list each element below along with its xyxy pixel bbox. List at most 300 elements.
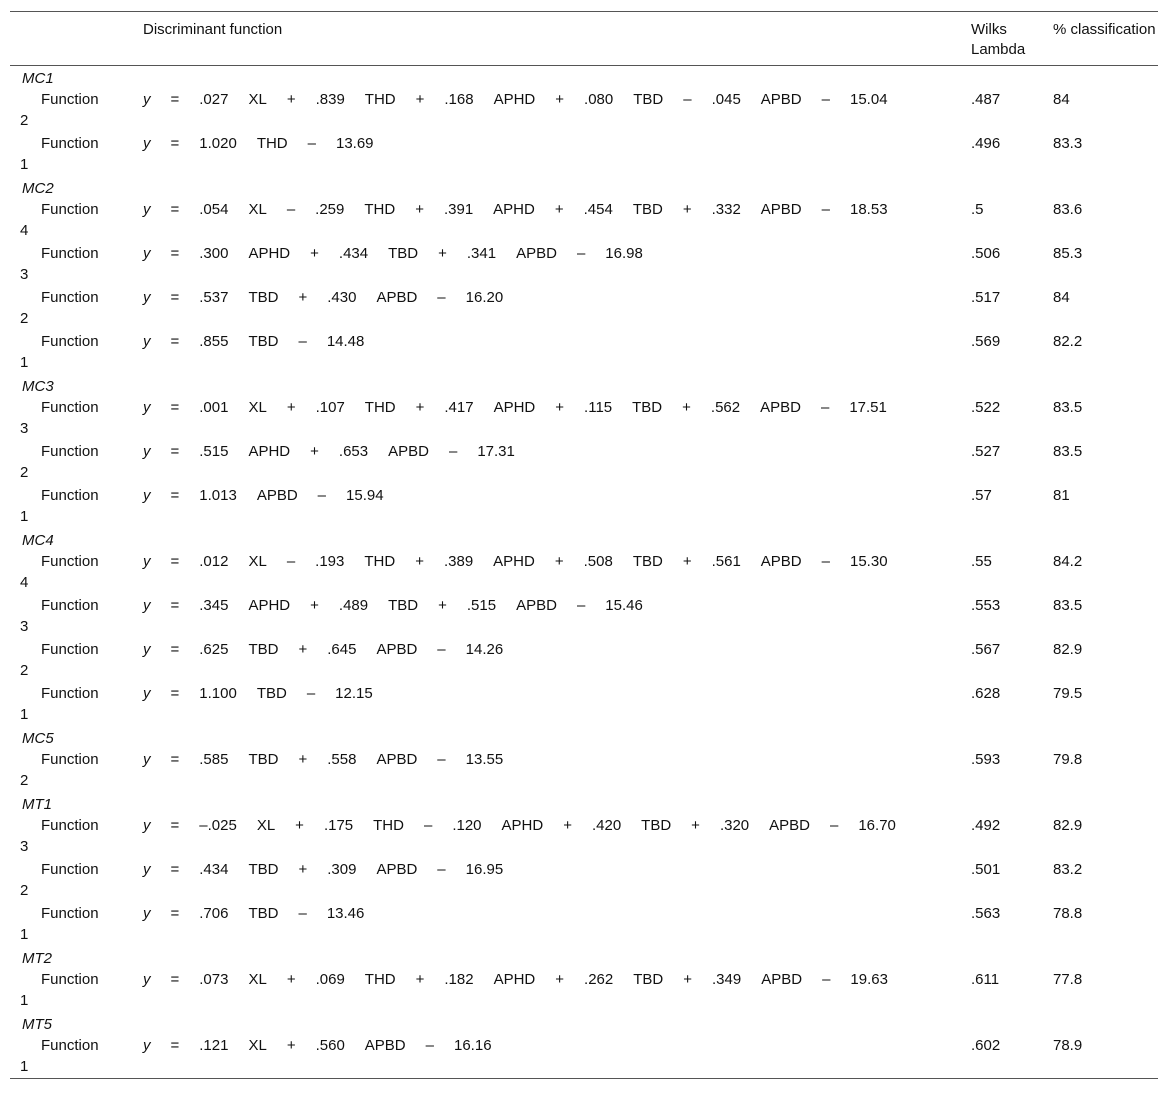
equation-token: + <box>682 201 692 218</box>
equation-token: = <box>170 135 180 152</box>
function-number: 1 <box>20 508 29 525</box>
equation-token: APHD <box>493 399 536 416</box>
equation-token: APBD <box>760 553 802 570</box>
classification-value: 83.5 <box>1053 443 1083 460</box>
equation-token: .537 <box>199 289 229 306</box>
equation-token: y <box>143 817 151 834</box>
equation-token: XL <box>248 201 267 218</box>
group-name: MT5 <box>22 1016 52 1033</box>
equation-token: 16.16 <box>454 1037 492 1054</box>
equation-token: – <box>298 905 307 922</box>
equation-token: + <box>310 597 319 614</box>
equation-token: XL <box>248 553 267 570</box>
classification-value: 78.8 <box>1053 905 1083 922</box>
group-name: MC3 <box>22 378 54 395</box>
equation-token: – <box>317 487 327 504</box>
table-row <box>10 748 1158 792</box>
group-label <box>10 528 1158 550</box>
classification-value: 82.2 <box>1053 333 1083 350</box>
table-header <box>10 12 1158 66</box>
equation-token: + <box>682 553 692 570</box>
equation-token: XL <box>248 1037 267 1054</box>
equation-token: y <box>143 135 151 152</box>
equation-token: + <box>415 91 425 108</box>
equation-token: 14.48 <box>326 333 365 350</box>
equation-token: – <box>286 201 296 218</box>
classification-value: 79.5 <box>1053 685 1083 702</box>
classification-value: 84 <box>1053 289 1070 306</box>
discriminant-equation <box>143 288 523 308</box>
equation-token: + <box>555 971 565 988</box>
table-row <box>10 902 1158 946</box>
table-row <box>10 242 1158 286</box>
equation-token: = <box>170 1037 180 1054</box>
equation-token: = <box>170 443 180 460</box>
discriminant-equation <box>143 200 908 220</box>
equation-token: – <box>425 1037 434 1054</box>
equation-token: = <box>170 333 180 350</box>
classification-value: 83.3 <box>1053 135 1083 152</box>
wilks-lambda-value: .569 <box>971 333 1001 350</box>
function-label: Function <box>41 91 99 108</box>
header-wilks-lambda: Wilks Lambda <box>971 21 1026 58</box>
header-pct-classification: % classification <box>1053 21 1156 38</box>
equation-token: + <box>286 1037 296 1054</box>
equation-token: APBD <box>760 201 802 218</box>
equation-token: TBD <box>633 91 664 108</box>
equation-token: –.025 <box>199 817 237 834</box>
equation-token: APBD <box>760 399 801 416</box>
classification-value: 85.3 <box>1053 245 1083 262</box>
table-row <box>10 484 1158 528</box>
equation-token: 12.15 <box>335 685 373 702</box>
equation-token: = <box>170 553 180 570</box>
equation-token: APBD <box>376 289 418 306</box>
equation-token: y <box>143 971 151 988</box>
equation-token: .489 <box>338 597 369 614</box>
equation-token: .107 <box>315 399 345 416</box>
equation-token: .430 <box>327 289 357 306</box>
equation-token: + <box>555 399 565 416</box>
equation-token: APBD <box>256 487 298 504</box>
equation-token: APBD <box>516 597 557 614</box>
equation-token: – <box>821 91 830 108</box>
equation-token: + <box>298 861 308 878</box>
wilks-lambda-value: .522 <box>971 399 1001 416</box>
wilks-lambda-value: .611 <box>971 971 1000 988</box>
equation-token: + <box>298 289 308 306</box>
equation-token: – <box>822 971 831 988</box>
equation-token: .262 <box>584 971 614 988</box>
equation-token: = <box>170 597 180 614</box>
equation-token: = <box>170 817 180 834</box>
classification-value: 79.8 <box>1053 751 1083 768</box>
equation-token: – <box>437 861 446 878</box>
wilks-lambda-value: .57 <box>971 487 992 504</box>
equation-token: = <box>170 905 180 922</box>
equation-token: .115 <box>584 399 613 416</box>
group-name: MC1 <box>22 70 54 87</box>
equation-token: APHD <box>248 443 291 460</box>
table-row <box>10 968 1158 1012</box>
equation-token: .121 <box>199 1037 229 1054</box>
equation-token: = <box>170 245 180 262</box>
table-row <box>10 1034 1158 1078</box>
equation-token: = <box>170 641 180 658</box>
equation-token: .706 <box>199 905 229 922</box>
discriminant-equation <box>143 486 404 506</box>
equation-token: THD <box>373 817 404 834</box>
equation-token: 16.98 <box>605 245 643 262</box>
equation-token: 15.46 <box>605 597 643 614</box>
function-label: Function <box>41 905 99 922</box>
table-row <box>10 858 1158 902</box>
equation-token: APHD <box>493 971 536 988</box>
group-name: MC5 <box>22 730 54 747</box>
equation-token: .417 <box>444 399 474 416</box>
equation-token: THD <box>364 971 396 988</box>
equation-token: .345 <box>199 597 229 614</box>
equation-token: .558 <box>327 751 357 768</box>
equation-token: y <box>143 861 151 878</box>
function-number: 1 <box>20 992 29 1009</box>
table-row <box>10 198 1158 242</box>
table-row <box>10 88 1158 132</box>
wilks-lambda-value: .5 <box>971 201 984 218</box>
equation-token: APHD <box>493 91 536 108</box>
function-number: 2 <box>20 464 29 481</box>
equation-token: 1.100 <box>199 685 237 702</box>
equation-token: = <box>170 685 180 702</box>
discriminant-equation <box>143 970 908 990</box>
equation-token: .332 <box>711 201 741 218</box>
equation-token: + <box>415 399 425 416</box>
function-number: 1 <box>20 1058 29 1075</box>
equation-token: y <box>143 91 151 108</box>
function-number: 1 <box>20 706 29 723</box>
equation-token: 16.70 <box>858 817 896 834</box>
function-number: 2 <box>20 310 29 327</box>
discriminant-equation <box>143 596 663 616</box>
discriminant-table <box>10 11 1158 1079</box>
table-row <box>10 638 1158 682</box>
equation-token: TBD <box>248 333 279 350</box>
function-label: Function <box>41 751 99 768</box>
table-row <box>10 814 1158 858</box>
equation-token: APHD <box>493 553 535 570</box>
equation-token: + <box>415 201 424 218</box>
classification-value: 82.9 <box>1053 817 1083 834</box>
equation-token: APBD <box>516 245 557 262</box>
function-number: 3 <box>20 838 29 855</box>
classification-value: 83.2 <box>1053 861 1083 878</box>
equation-token: + <box>554 201 564 218</box>
equation-token: + <box>310 443 319 460</box>
classification-value: 84 <box>1053 91 1070 108</box>
classification-value: 81 <box>1053 487 1070 504</box>
function-label: Function <box>41 443 99 460</box>
equation-token: 16.95 <box>465 861 504 878</box>
discriminant-equation <box>143 398 907 418</box>
equation-token: – <box>306 685 316 702</box>
equation-token: 1.013 <box>199 487 237 504</box>
equation-token: .434 <box>199 861 229 878</box>
wilks-lambda-value: .55 <box>971 553 992 570</box>
wilks-lambda-value: .553 <box>971 597 1001 614</box>
equation-token: .045 <box>711 91 741 108</box>
equation-token: .391 <box>443 201 474 218</box>
equation-token: – <box>437 289 446 306</box>
equation-token: APBD <box>761 971 803 988</box>
equation-token: y <box>143 751 151 768</box>
equation-token: THD <box>256 135 288 152</box>
function-number: 4 <box>20 574 29 591</box>
equation-token: APBD <box>769 817 810 834</box>
equation-token: .259 <box>315 201 345 218</box>
equation-token: TBD <box>248 905 279 922</box>
equation-token: XL <box>248 91 267 108</box>
table-row <box>10 330 1158 374</box>
equation-token: + <box>438 597 447 614</box>
function-label: Function <box>41 487 99 504</box>
equation-token: 13.69 <box>335 135 374 152</box>
equation-token: TBD <box>388 245 419 262</box>
function-label: Function <box>41 333 99 350</box>
equation-token: TBD <box>256 685 287 702</box>
equation-token: XL <box>248 399 267 416</box>
equation-token: .562 <box>710 399 741 416</box>
equation-token: TBD <box>641 817 672 834</box>
equation-token: + <box>691 817 700 834</box>
function-label: Function <box>41 553 99 570</box>
equation-token: 18.53 <box>850 201 888 218</box>
equation-token: APHD <box>248 245 291 262</box>
equation-token: y <box>143 553 151 570</box>
equation-token: – <box>576 597 586 614</box>
function-number: 2 <box>20 882 29 899</box>
equation-token: 15.04 <box>850 91 888 108</box>
equation-token: .193 <box>315 553 345 570</box>
function-number: 1 <box>20 926 29 943</box>
wilks-lambda-value: .506 <box>971 245 1001 262</box>
wilks-lambda-value: .563 <box>971 905 1001 922</box>
table-row <box>10 550 1158 594</box>
equation-token: .434 <box>338 245 369 262</box>
equation-token: APBD <box>376 751 418 768</box>
equation-token: = <box>170 861 180 878</box>
table-row <box>10 132 1158 176</box>
function-label: Function <box>41 245 99 262</box>
equation-token: + <box>298 751 308 768</box>
equation-token: = <box>170 201 180 218</box>
equation-token: y <box>143 597 151 614</box>
discriminant-equation <box>143 904 384 924</box>
equation-token: 15.30 <box>850 553 888 570</box>
equation-token: y <box>143 1037 151 1054</box>
function-label: Function <box>41 289 99 306</box>
equation-token: TBD <box>633 971 664 988</box>
equation-token: + <box>555 91 565 108</box>
equation-token: APHD <box>248 597 291 614</box>
equation-token: TBD <box>632 553 663 570</box>
equation-token: TBD <box>388 597 419 614</box>
function-label: Function <box>41 1037 99 1054</box>
equation-token: .508 <box>583 553 613 570</box>
discriminant-equation <box>143 442 535 462</box>
equation-token: = <box>170 751 180 768</box>
equation-token: y <box>143 333 151 350</box>
equation-token: + <box>286 91 296 108</box>
equation-token: .561 <box>711 553 741 570</box>
equation-token: + <box>310 245 319 262</box>
equation-token: .389 <box>443 553 474 570</box>
equation-token: APHD <box>493 201 535 218</box>
equation-token: – <box>448 443 458 460</box>
function-label: Function <box>41 861 99 878</box>
equation-token: .341 <box>466 245 497 262</box>
classification-value: 83.5 <box>1053 597 1083 614</box>
equation-token: = <box>170 91 180 108</box>
equation-token: = <box>170 487 180 504</box>
group-name: MT2 <box>22 950 52 967</box>
group-label <box>10 66 1158 88</box>
function-label: Function <box>41 597 99 614</box>
wilks-lambda-value: .567 <box>971 641 1001 658</box>
wilks-lambda-value: .487 <box>971 91 1001 108</box>
function-number: 3 <box>20 266 29 283</box>
equation-token: .073 <box>199 971 229 988</box>
function-label: Function <box>41 641 99 658</box>
discriminant-equation <box>143 552 908 572</box>
table-row <box>10 440 1158 484</box>
wilks-lambda-value: .628 <box>971 685 1001 702</box>
equation-token: 1.020 <box>199 135 237 152</box>
equation-token: y <box>143 487 151 504</box>
equation-token: – <box>830 817 839 834</box>
function-number: 3 <box>20 420 29 437</box>
equation-token: = <box>170 971 180 988</box>
function-number: 2 <box>20 662 29 679</box>
equation-token: .320 <box>719 817 750 834</box>
group-name: MC4 <box>22 532 54 549</box>
equation-token: – <box>683 91 692 108</box>
equation-token: .309 <box>327 861 357 878</box>
table-row <box>10 396 1158 440</box>
equation-token: TBD <box>248 289 279 306</box>
wilks-lambda-value: .602 <box>971 1037 1001 1054</box>
wilks-lambda-value: .527 <box>971 443 1001 460</box>
equation-token: + <box>438 245 447 262</box>
equation-token: .515 <box>199 443 229 460</box>
equation-token: – <box>437 641 446 658</box>
equation-token: – <box>820 399 830 416</box>
discriminant-equation <box>143 684 393 704</box>
equation-token: – <box>298 333 307 350</box>
function-number: 3 <box>20 618 29 635</box>
group-name: MC2 <box>22 180 54 197</box>
equation-token: .653 <box>338 443 369 460</box>
equation-token: = <box>170 289 180 306</box>
classification-value: 84.2 <box>1053 553 1083 570</box>
equation-token: .585 <box>199 751 229 768</box>
equation-token: .120 <box>452 817 482 834</box>
equation-token: – <box>821 201 830 218</box>
equation-token: APBD <box>760 91 802 108</box>
equation-token: TBD <box>248 641 279 658</box>
equation-token: + <box>554 553 564 570</box>
equation-token: THD <box>364 399 396 416</box>
equation-token: .645 <box>327 641 357 658</box>
equation-token: APBD <box>376 861 418 878</box>
equation-token: .001 <box>199 399 229 416</box>
equation-token: 19.63 <box>850 971 888 988</box>
function-number: 1 <box>20 156 29 173</box>
equation-token: .560 <box>315 1037 345 1054</box>
group-label <box>10 176 1158 198</box>
equation-token: TBD <box>632 201 663 218</box>
header-discriminant-function: Discriminant function <box>143 21 283 38</box>
equation-token: + <box>415 553 424 570</box>
equation-token: + <box>683 971 693 988</box>
discriminant-equation <box>143 332 384 352</box>
equation-token: – <box>576 245 586 262</box>
discriminant-equation <box>143 750 523 770</box>
equation-token: .839 <box>315 91 345 108</box>
function-number: 1 <box>20 354 29 371</box>
table-row <box>10 594 1158 638</box>
equation-token: .168 <box>444 91 474 108</box>
classification-value: 82.9 <box>1053 641 1083 658</box>
function-label: Function <box>41 135 99 152</box>
function-label: Function <box>41 971 99 988</box>
group-label <box>10 946 1158 968</box>
discriminant-equation <box>143 860 523 880</box>
equation-token: .515 <box>466 597 497 614</box>
equation-token: THD <box>364 91 396 108</box>
wilks-lambda-value: .593 <box>971 751 1001 768</box>
wilks-lambda-value: .517 <box>971 289 1001 306</box>
equation-token: + <box>415 971 425 988</box>
equation-token: – <box>821 553 830 570</box>
equation-token: + <box>286 399 296 416</box>
equation-token: – <box>286 553 296 570</box>
equation-token: y <box>143 201 151 218</box>
equation-token: y <box>143 289 151 306</box>
equation-token: .420 <box>591 817 622 834</box>
equation-token: + <box>682 399 691 416</box>
equation-token: y <box>143 685 151 702</box>
equation-token: .855 <box>199 333 229 350</box>
classification-value: 77.8 <box>1053 971 1083 988</box>
equation-token: 13.55 <box>465 751 504 768</box>
equation-token: 15.94 <box>346 487 384 504</box>
function-label: Function <box>41 685 99 702</box>
equation-token: .454 <box>583 201 613 218</box>
equation-token: .080 <box>584 91 614 108</box>
equation-token: y <box>143 905 151 922</box>
equation-token: y <box>143 641 151 658</box>
equation-token: .054 <box>199 201 229 218</box>
function-number: 2 <box>20 772 29 789</box>
equation-token: APHD <box>501 817 544 834</box>
equation-token: APBD <box>376 641 418 658</box>
equation-token: 17.31 <box>477 443 515 460</box>
table-row <box>10 286 1158 330</box>
equation-token: 17.51 <box>849 399 887 416</box>
equation-token: THD <box>364 201 396 218</box>
equation-token: – <box>437 751 446 768</box>
equation-token: TBD <box>248 861 279 878</box>
